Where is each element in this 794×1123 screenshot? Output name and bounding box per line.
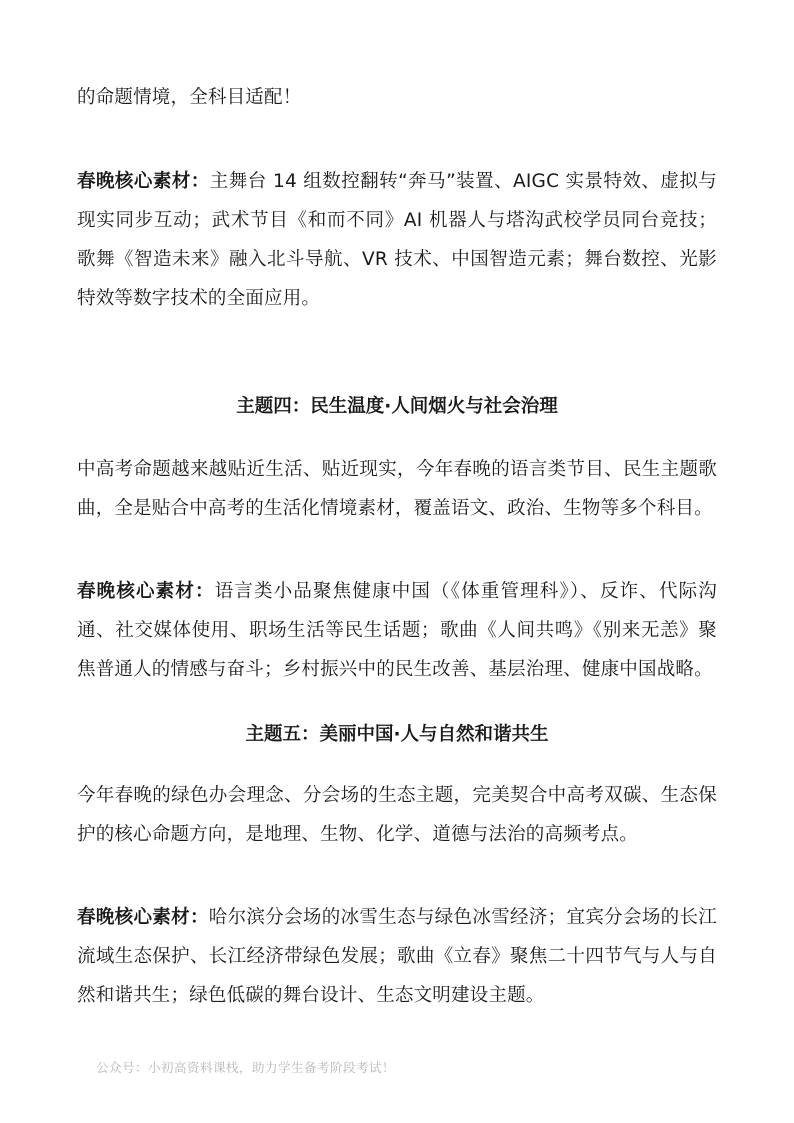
theme5-title: 主题五：美丽中国·人与自然和谐共生 [245, 724, 549, 745]
material-label: 春晚核心素材： [77, 581, 215, 602]
intro-paragraph [77, 78, 717, 117]
theme5-intro-text: 今年春晚的绿色办会理念、分会场的生态主题，完美契合中高考双碳、生态保护的核心命题方向，是地理、生物、化学、道德与法治的高频考点。 [77, 785, 717, 845]
intro-text: 的命题情境，全科目适配！ [77, 87, 302, 108]
theme5-material-paragraph [77, 898, 717, 1015]
footer-watermark: 公众号：小初高资料课栈，助力学生备考阶段考试！ [96, 1060, 396, 1075]
material-label: 春晚核心素材： [77, 907, 209, 928]
theme4-material-paragraph [77, 572, 717, 689]
material-text: 语言类小品聚焦健康中国（《体重管理科》）、反诈、代际沟通、社交媒体使用、职场生活等民生话题；歌曲《人间共鸣》《别来无恙》聚焦普通人的情感与奋斗；乡村振兴中的民生改善、基层治理、健康中国战略。 [77, 581, 718, 680]
material-label: 春晚核心素材： [77, 171, 210, 192]
material-text: 主舞台 14 组数控翻转“奔马”装置、AIGC 实景特效、虚拟与现实同步互动；武术节目《和而不同》AI 机器人与塔沟武校学员同台竞技；歌舞《智造未来》融入北斗导航、VR 技术、中国智造元素；舞台数控、光影特效等数字技术的全面应用。 [77, 171, 717, 309]
theme5-intro-paragraph [77, 776, 717, 854]
theme4-intro-paragraph [77, 450, 717, 528]
theme4-title: 主题四：民生温度·人间烟火与社会治理 [236, 396, 558, 417]
theme4-intro-text: 中高考命题越来越贴近生活、贴近现实，今年春晚的语言类节目、民生主题歌曲，全是贴合中高考的生活化情境素材，覆盖语文、政治、生物等多个科目。 [77, 459, 717, 519]
theme3-material-paragraph [77, 162, 717, 318]
material-text: 哈尔滨分会场的冰雪生态与绿色冰雪经济；宜宾分会场的长江流域生态保护、长江经济带绿色发展；歌曲《立春》聚焦二十四节气与人与自然和谐共生；绿色低碳的舞台设计、生态文明建设主题。 [77, 907, 717, 1006]
